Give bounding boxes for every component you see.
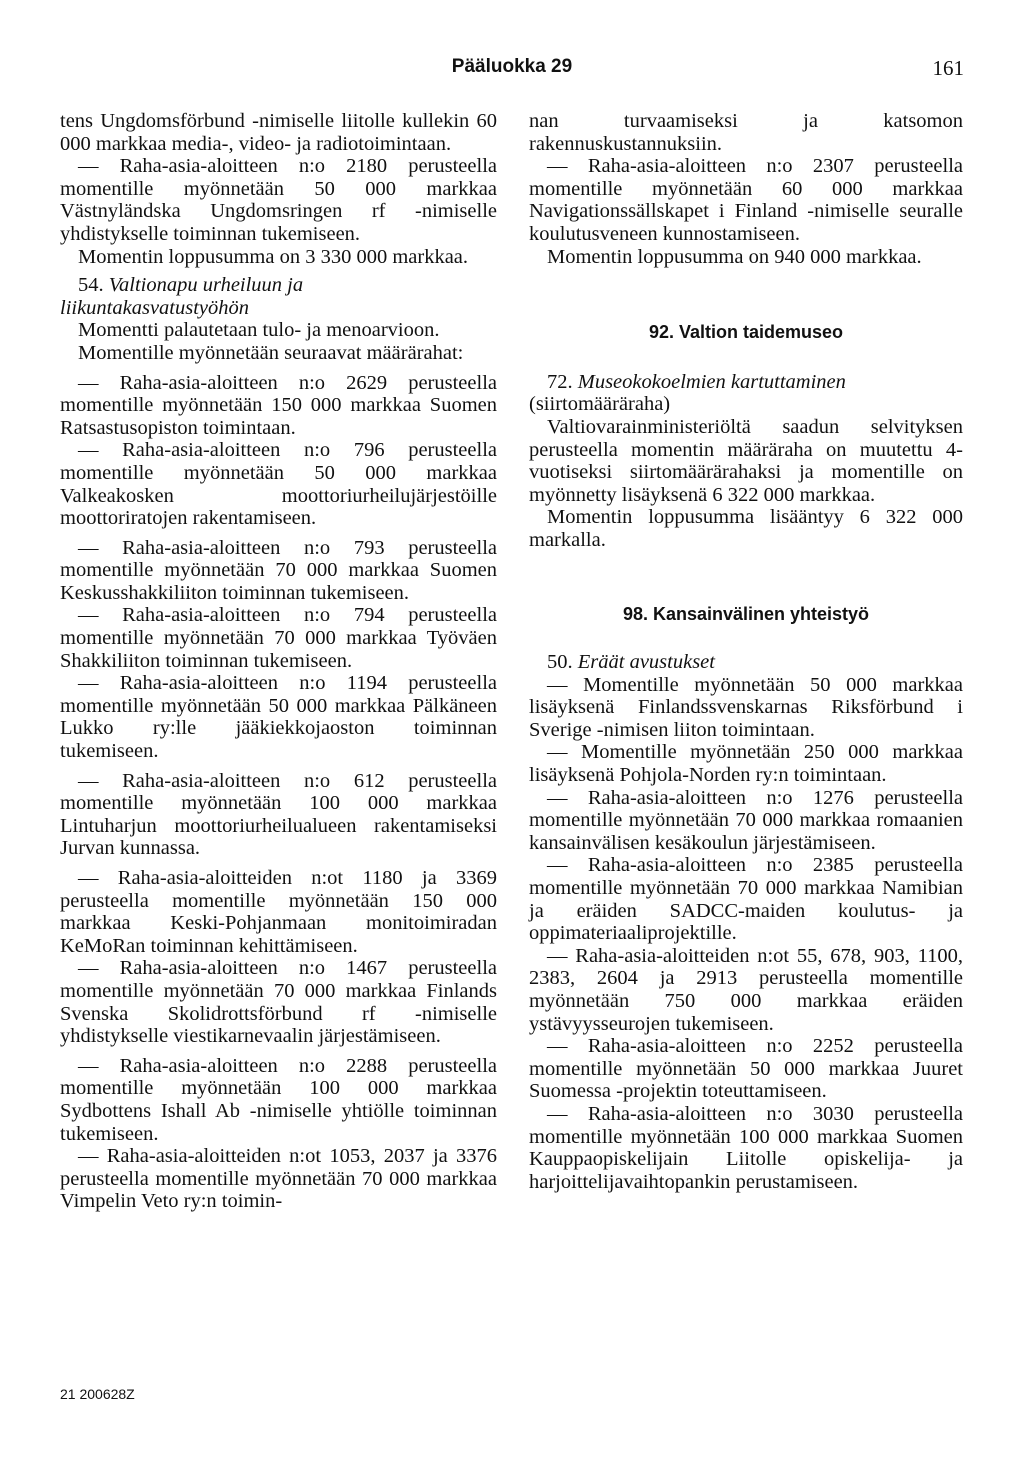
section-heading-92: 92. Valtion taidemuseo xyxy=(648,322,844,343)
paragraph: — Raha-asia-aloitteen n:o 2288 perusteella momentille myönnetään 100 000 markkaa Sydbottens Ishall Ab -nimiselle yhtiölle toiminnan tukemiseen. xyxy=(60,1054,497,1145)
section-heading-98: 98. Kansainvälinen yhteistyö xyxy=(622,603,870,624)
right-column xyxy=(529,110,963,1193)
paragraph: — Raha-asia-aloitteiden n:ot 1053, 2037 ja 3376 perusteella momentille myönnetään 70 000 markkaa Vimpelin Veto ry:n toimin- xyxy=(60,1145,497,1213)
paragraph: Momentti palautetaan tulo- ja menoarvioon. xyxy=(78,319,440,342)
item-72-title xyxy=(529,371,963,416)
paragraph: nan turvaamiseksi ja katsomon rakennuskustannuksiin. xyxy=(529,110,963,155)
paragraph: — Raha-asia-aloitteen n:o 793 perusteella momentille myönnetään 70 000 markkaa Suomen Keskusshakkiliiton toiminnan tukemiseen. xyxy=(60,536,497,604)
paragraph: — Momentille myönnetään 250 000 markkaa lisäyksenä Pohjola-Norden ry:n toimintaan. xyxy=(529,741,963,787)
item-50-title xyxy=(529,651,963,674)
paragraph: Valtiovarainministeriöltä saadun selvityksen perusteella momentin määräraha on muutettu 4-vuotiseksi siirtomäärärahaksi ja momentille on myönnetty lisäyksenä 6 322 000 markkaa. xyxy=(529,415,963,506)
paragraph: — Raha-asia-aloitteen n:o 2307 perusteella momentille myönnetään 60 000 markkaa Navigationssällskapet i Finland -nimiselle seuralle koulutusveneen kunnostamiseen. xyxy=(529,155,963,245)
item-number: 54. xyxy=(78,274,104,297)
item-title-text: Valtionapu urheiluun ja liikuntakasvatustyöhön xyxy=(60,274,304,319)
paragraph: — Raha-asia-aloitteen n:o 2180 perusteella momentille myönnetään 50 000 markkaa Västnyländska Ungdomsringen rf -nimiselle yhdistykselle toiminnan tukemiseen. xyxy=(60,155,497,245)
paragraph: — Momentille myönnetään 50 000 markkaa lisäyksenä Finlandssvenskarnas Riksförbund i Sverige -nimisen liiton toimintaan. xyxy=(529,673,963,741)
paragraph: — Raha-asia-aloitteen n:o 1194 perusteella momentille myönnetään 50 000 markkaa Pälkäneen Lukko ry:lle jääkiekkojaoston toiminnan tukemiseen. xyxy=(60,672,497,763)
paragraph: — Raha-asia-aloitteiden n:ot 55, 678, 903, 1100, 2383, 2604 ja 2913 perusteella momentille myönnetään 750 000 markkaa eräiden ystävyysseurojen tukemiseen. xyxy=(529,944,963,1035)
page-header xyxy=(0,56,1024,86)
paragraph: — Raha-asia-aloitteen n:o 1467 perusteella momentille myönnetään 70 000 markkaa Finlands Svenska Skolidrottsförbund rf -nimiselle yhdistykselle viestikarnevaalin järjestämiseen. xyxy=(60,957,497,1048)
paragraph: Momentin loppusumma lisääntyy 6 322 000 markalla. xyxy=(529,506,963,551)
paragraph: — Raha-asia-aloitteiden n:ot 1180 ja 3369 perusteella momentille myönnetään 150 000 markkaa Keski-Pohjanmaan monitoimiradan KeMoRan toiminnan kehittämiseen. xyxy=(60,867,497,957)
item-title-text: Eräät avustukset xyxy=(577,651,715,674)
paragraph: — Raha-asia-aloitteen n:o 796 perusteella momentille myönnetään 50 000 markkaa Valkeakosken moottoriurheilujärjestöille moottoriratojen rakentamiseen. xyxy=(60,439,497,530)
paragraph: — Raha-asia-aloitteen n:o 2252 perusteella momentille myönnetään 50 000 markkaa Juuret Suomessa -projektin toteuttamiseen. xyxy=(529,1035,963,1103)
item-54-title xyxy=(60,274,497,319)
paragraph: — Raha-asia-aloitteen n:o 612 perusteella momentille myönnetään 100 000 markkaa Lintuharjun moottoriurheilualueen rakentamiseksi Jurvan kunnassa. xyxy=(60,769,497,860)
paragraph: Momentin loppusumma on 940 000 markkaa. xyxy=(547,245,922,268)
left-column xyxy=(60,110,497,1213)
item-number: 72. xyxy=(547,370,573,393)
paragraph: — Raha-asia-aloitteen n:o 794 perusteella momentille myönnetään 70 000 markkaa Työväen Shakkiliiton toiminnan tukemiseen. xyxy=(60,604,497,672)
paragraph: — Raha-asia-aloitteen n:o 1276 perusteella momentille myönnetään 70 000 markkaa romaanien kansainvälisen kesäkoulun järjestämiseen. xyxy=(529,786,963,854)
paragraph: — Raha-asia-aloitteen n:o 3030 perusteella momentille myönnetään 100 000 markkaa Suomen Kauppaopiskelijain Liitolle opiskelija- ja harjoittelijavaihtopankin perustamiseen. xyxy=(529,1102,963,1193)
paragraph: — Raha-asia-aloitteen n:o 2385 perusteella momentille myönnetään 70 000 markkaa Namibian ja eräiden SADCC-maiden koulutus- ja oppimateriaaliprojektille. xyxy=(529,854,963,945)
item-title-text: Museokokoelmien kartuttaminen xyxy=(577,370,846,393)
paragraph: — Raha-asia-aloitteen n:o 2629 perusteella momentille myönnetään 150 000 markkaa Suomen Ratsastusopiston toimintaan. xyxy=(60,371,497,439)
page-number: 161 xyxy=(932,56,964,80)
print-code: 21 200628Z xyxy=(60,1386,135,1402)
paragraph: Momentin loppusumma on 3 330 000 markkaa. xyxy=(78,245,469,268)
paragraph: Momentille myönnetään seuraavat määrärahat: xyxy=(78,341,464,364)
paragraph: tens Ungdomsförbund -nimiselle liitolle kullekin 60 000 markkaa media-, video- ja radiotoimintaan. xyxy=(60,110,497,155)
item-title-suffix: (siirtomääräraha) xyxy=(529,393,671,416)
item-number: 50. xyxy=(547,651,573,674)
running-title: Pääluokka 29 xyxy=(451,56,573,77)
